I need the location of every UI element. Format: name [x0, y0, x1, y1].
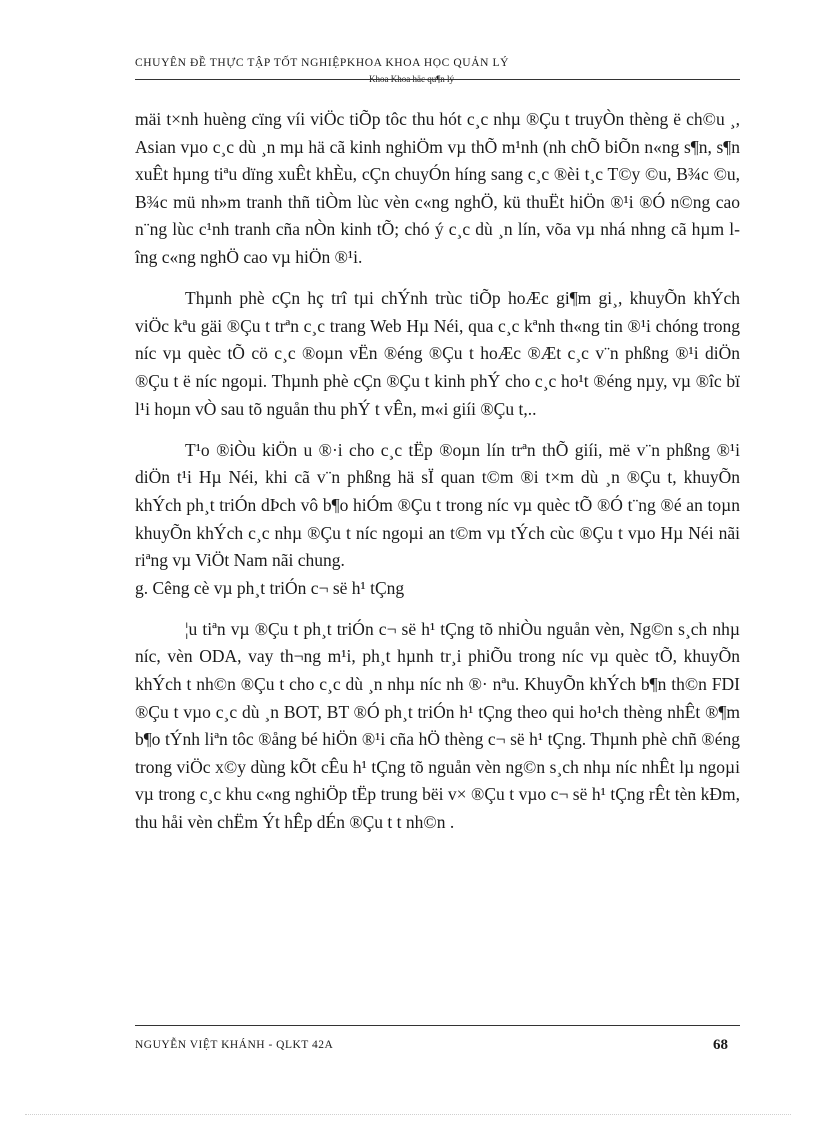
header-divider: [135, 79, 740, 80]
document-body: [135, 106, 740, 837]
footer-divider: [135, 1025, 740, 1026]
paragraph-continuation: mäi t×nh huèng cïng víi viÖc tiÕp tôc thu hót c¸c nhµ ®Çu t truyÒn thèng ë ch©u ¸, Asian vµo c¸c dù ¸n mµ hä cã kinh nghiÖm vµ thÕ m¹nh (nh chÕ biÕn n«ng s¶n, s¶n xuÊt hµng tiªu dïng xuÊt khÈu, cÇn chuyÓn híng sang c¸c ®èi t¸c T©y ©u, B¾c ©u, B¾c mü nh»m tranh thñ tiÒm lùc vèn c«ng nghÖ, kü thuËt hiÖn ®¹i ®Ó n©ng cao n¨ng lùc c¹nh tranh cña nÒn kinh tÕ; chó ý c¸c dù ¸n lín, võa vµ nhá nhng cã hµm lîng c«ng nghÖ cao vµ hiÖn ®¹i.: [135, 109, 740, 267]
page-header: [135, 56, 740, 84]
footer-author: NGUYỄN VIỆT KHÁNH - QLKT 42A: [135, 1039, 334, 1051]
paragraph-infrastructure: ¦u tiªn vµ ®Çu t ph¸t triÓn c¬ së h¹ tÇng tõ nhiÒu nguån vèn, Ng©n s¸ch nhµ níc, vèn ODA, vay th¬ng m¹i, ph¸t hµnh tr¸i phiÕu trong níc vµ quèc tÕ, khuyÕn khÝch t nh©n ®Çu t cho c¸c dù ¸n nhµ níc nh ®· nªu. KhuyÕn khÝch b¶n th©n FDI ®Çu t vµo c¸c dù ¸n BOT, BT ®Ó ph¸t triÓn h¹ tÇng theo qui ho¹ch thèng nhÊt ®¶m b¶o tÝnh liªn tôc ®ång bé hiÖn ®¹i cña hÖ thèng c¬ së h¹ tÇng. Thµnh phè chñ ®éng trong viÖc x©y dùng kÕt cÊu h¹ tÇng tõ nguån vèn ng©n s¸ch nhµ níc nhÊt lµ ngoµi vµ trong c¸c khu c«ng nghiÖp tËp trung bëi v× ®Çu t vµo c¬ së h¹ tÇng rÊt tèn kÐm, thu håi vèn chËm Ýt hÊp dÉn ®Çu t t nh©n .: [135, 618, 740, 833]
paragraph-financial-support: Thµnh phè cÇn hç trî tµi chÝnh trùc tiÕp hoÆc gi¶m gi¸, khuyÕn khÝch viÖc kªu gäi ®Çu t trªn c¸c trang Web Hµ Néi, qua c¸c kªnh th«ng tin ®¹i chóng trong níc vµ quèc tÕ cö c¸c ®oµn vËn ®éng ®Çu t hoÆc ®Æt c¸c v¨n phßng ®¹i diÖn ®Çu t ë níc ngoµi. Thµnh phè cÇn ®Çu t kinh phÝ cho c¸c ho¹t ®éng nµy, vµ ®îc bï l¹i hoµn vÒ sau tõ nguån thu phÝ t vÊn, m«i giíi ®Çu t,..: [135, 288, 740, 419]
section-heading: g. Cêng cè vµ ph¸t triÓn c¬ së h¹ tÇng: [135, 577, 405, 598]
header-subtitle: Khoa Khoa häc qu¶n lý: [369, 74, 455, 84]
header-title: CHUYÊN ĐỀ THỰC TẬP TỐT NGHIỆPKHOA KHOA HỌC QUẢN LÝ: [135, 57, 510, 69]
page-number: 68: [713, 1037, 728, 1053]
page-bottom-border: [25, 1114, 791, 1115]
paragraph-representative-offices: T¹o ®iÒu kiÖn u ®·i cho c¸c tËp ®oµn lín trªn thÕ giíi, më v¨n phßng ®¹i diÖn t¹i Hµ Néi, khi cã v¨n phßng hä sÏ quan t©m ®i t×m dù ¸n ®Çu t, khuyÕn khÝch ph¸t triÓn dÞch vô b¶o hiÓm ®Çu t trong níc vµ quèc tÕ ®Ó t¨ng ®é an toµn khuyÕn khÝch c¸c nhµ ®Çu t níc ngoµi an t©m vµ tÝch cùc ®Çu t vµo Hµ Néi nãi riªng vµ ViÖt Nam nãi chung.: [135, 439, 740, 571]
